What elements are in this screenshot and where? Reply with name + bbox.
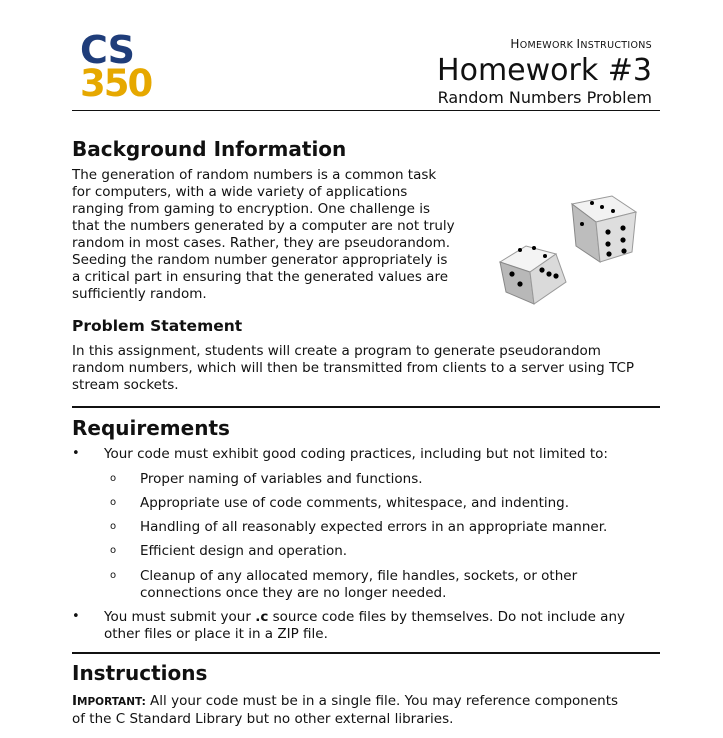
background-line: ranging from gaming to encryption. One challenge is [72, 201, 431, 217]
sub-bullet-marker: o [110, 497, 117, 508]
sub-bullet-marker: o [110, 570, 117, 581]
requirement-item: Cleanup of any allocated memory, file handles, sockets, or other connections once they are no longer needed. [140, 568, 578, 601]
sub-bullet-marker: o [110, 473, 117, 484]
requirement-item: Proper naming of variables and functions. [140, 471, 423, 487]
background-line: a critical part in ensuring that the generated values are [72, 269, 449, 285]
background-paragraph [72, 167, 455, 303]
logo-cs: CS [80, 28, 134, 72]
problem-line: random numbers, which will then be transmitted from clients to a server using TCP [72, 360, 635, 376]
bullet-marker: • [72, 609, 80, 624]
requirement-item: Efficient design and operation. [140, 543, 348, 559]
requirements-submit: You must submit your .c source code files by themselves. Do not include any other files or place it in a ZIP file. [104, 609, 625, 642]
background-line: random in most cases. Rather, they are pseudorandom. [72, 235, 451, 251]
requirement-item: Appropriate use of code comments, whitespace, and indenting. [140, 495, 570, 511]
header-kicker: HOMEWORK INSTRUCTIONS [510, 37, 652, 51]
background-line: that the numbers generated by a computer are not truly [72, 218, 455, 234]
problem-line: In this assignment, students will create a program to generate pseudorandom [72, 343, 601, 359]
background-line: Seeding the random number generator appropriately is [72, 252, 448, 268]
background-line: sufficiently random. [72, 286, 207, 302]
page-title: Homework #3 [437, 53, 652, 88]
section-rule [72, 406, 660, 408]
cs350-logo [80, 28, 162, 105]
sub-bullet-marker: o [110, 521, 117, 532]
background-line: The generation of random numbers is a common task [72, 167, 437, 183]
header-rule [72, 110, 660, 111]
problem-paragraph [72, 343, 634, 394]
problem-heading: Problem Statement [72, 317, 243, 335]
sub-bullet-marker: o [110, 545, 117, 556]
bullet-marker: • [72, 446, 80, 461]
instructions-paragraph: IMPORTANT: All your code must be in a single file. You may reference components of the C Standard Library but no other external libraries. [72, 693, 619, 727]
background-line: for computers, with a wide variety of applications [72, 184, 408, 200]
dice-illustration [490, 182, 640, 312]
background-heading: Background Information [72, 137, 347, 161]
requirement-item: Handling of all reasonably expected errors in an appropriate manner. [140, 519, 608, 535]
instructions-heading: Instructions [72, 661, 208, 685]
requirements-intro: Your code must exhibit good coding practices, including but not limited to: [104, 446, 608, 462]
problem-line: stream sockets. [72, 377, 179, 393]
logo-350: 350 [80, 62, 152, 105]
requirements-heading: Requirements [72, 416, 230, 440]
section-rule [72, 652, 660, 654]
page-subtitle: Random Numbers Problem [437, 88, 652, 107]
